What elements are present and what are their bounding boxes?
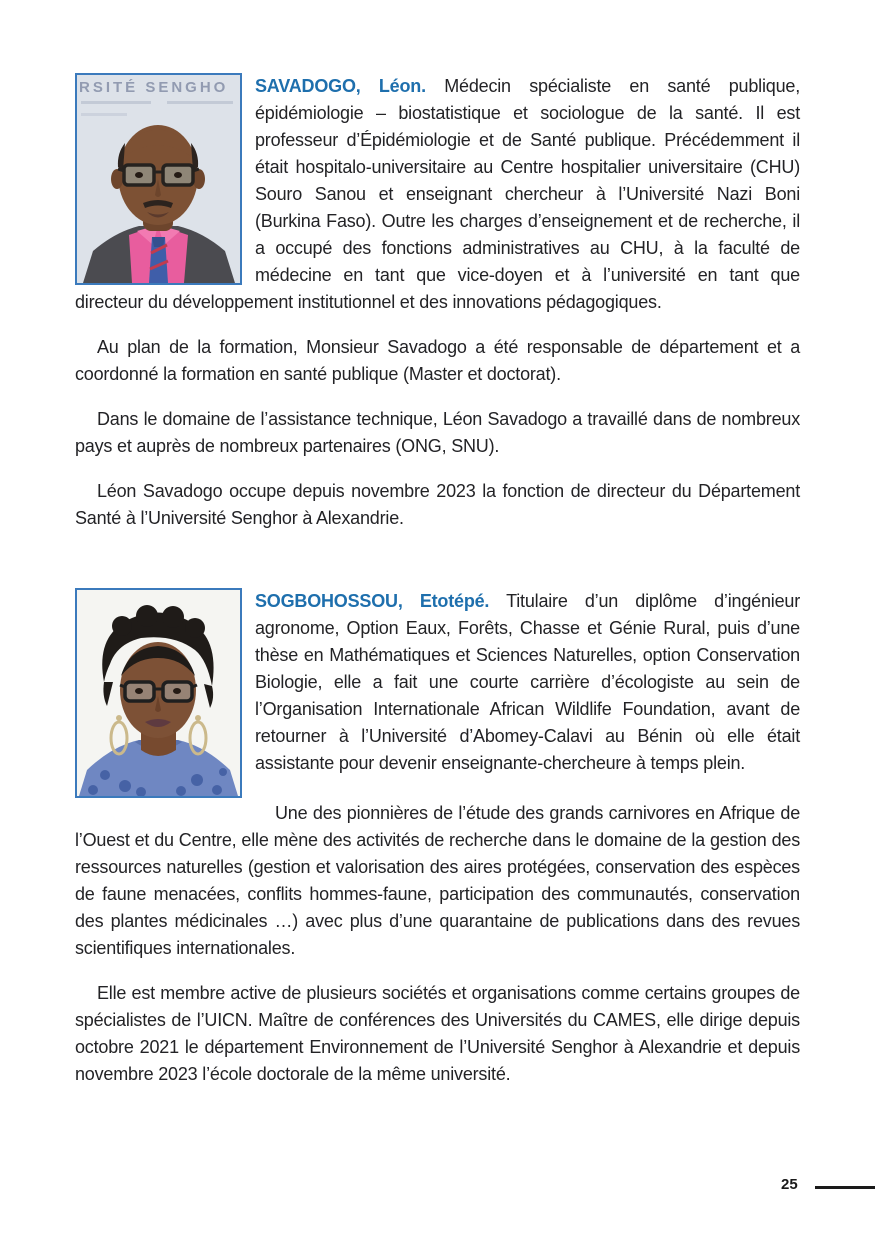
footer-rule (815, 1186, 875, 1189)
bio-paragraph: Léon Savadogo occupe depuis novembre 2023 la fonction de directeur du Département Santé à l’Université Senghor à Alexandrie. (75, 481, 800, 528)
portrait-illustration-woman (77, 590, 240, 796)
bio-paragraph: Dans le domaine de l’assistance technique, Léon Savadogo a travaillé dans de nombreux pays et auprès de nombreux partenaires (ONG, SNU). (75, 409, 800, 456)
person-name-savadogo: SAVADOGO, Léon. (255, 76, 426, 96)
bio-intro-text: Titulaire d’un diplôme d’ingénieur agronome, Option Eaux, Forêts, Chasse et Génie Rural, puis d’une thèse en Mathématiques et Sciences Naturelles, option Conservation Biologie, elle a fait une courte carrière d’écologiste au sein de l’Organisation Internationale African Wildlife Foundation, avant de retourner à l’Université d’Abomey-Calavi au Bénin où elle était assistante pour devenir enseignante-chercheure à temps plein. (255, 591, 800, 773)
portrait-photo-leon-savadogo (75, 73, 242, 285)
bio-paragraph: Une des pionnières de l’étude des grands carnivores en Afrique de l’Ouest et du Centre, elle mène des activités de recherche dans le domaine de la gestion des ressources naturelles (gestion et valorisation des aires protégées, conservation des espèces de faune menacées, conflits hommes-faune, participation des communautés, conservation des plantes médicinales …) avec plus d’une quarantaine de publications dans des revues scientifiques internationales. (75, 803, 800, 958)
page-number: 25 (781, 1176, 798, 1193)
bio-intro-text: Médecin spécialiste en santé publique, épidémiologie – biostatistique et sociologue de la santé. Il est professeur d’Épidémiologie et de Santé publique. Précédemment il était hospitalo-universitaire au Centre hospitalier universitaire (CHU) Souro Sanou et enseignant chercheur à l’Université Nazi Boni (Burkina Faso). Outre les charges d’enseignement et de recherche, il a occupé des fonctions administratives au CHU, à la faculté de médecine en tant que vice-doyen et à l’université en tant que directeur du développement institutionnel et des innovations pédagogiques. (75, 76, 800, 312)
bio-paragraph: Au plan de la formation, Monsieur Savadogo a été responsable de département et a coordonné la formation en santé publique (Master et doctorat). (75, 337, 800, 384)
photo-banner-text: RSITÉ SENGHO (79, 79, 229, 96)
bio-section-savadogo (75, 73, 800, 532)
portrait-photo-etotepe-sogbohossou (75, 588, 242, 798)
bio-section-sogbohossou (75, 588, 800, 1088)
bio-paragraph: Elle est membre active de plusieurs sociétés et organisations comme certains groupes de spécialistes de l’UICN. Maître de conférences des Universités du CAMES, elle dirige depuis octobre 2021 le département Environnement de l’Université Senghor à Alexandrie et depuis novembre 2023 l’école doctorale de la même université. (75, 983, 800, 1084)
portrait-illustration-man (77, 75, 240, 283)
person-name-sogbohossou: SOGBOHOSSOU, Etotépé. (255, 591, 490, 611)
